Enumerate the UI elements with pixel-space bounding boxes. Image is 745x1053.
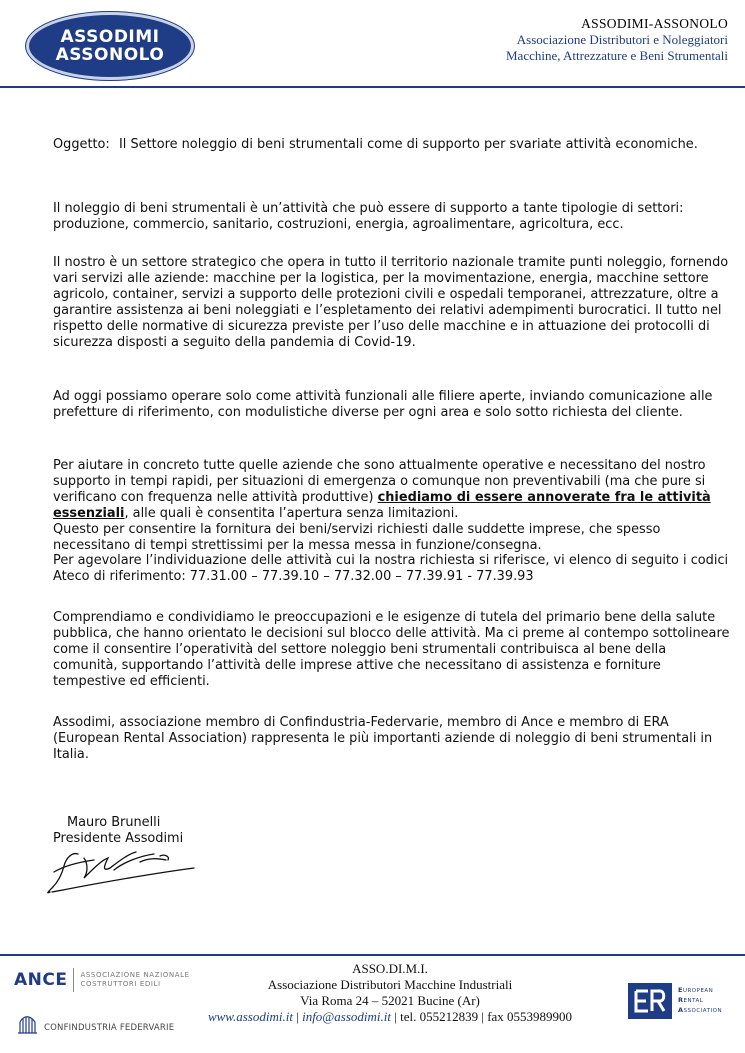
paragraph-3: [53, 389, 733, 421]
era-line-european: EUROPEAN: [678, 986, 714, 994]
paragraph-6: [53, 715, 733, 763]
signer-title: Presidente Assodimi: [53, 830, 184, 846]
confindustria-label: CONFINDUSTRIA FEDERVARIE: [44, 1023, 175, 1033]
subject-text: Il Settore noleggio di beni strumentali come di supporto per svariate attività economiche.: [119, 137, 698, 152]
footer-website-link[interactable]: www.assodimi.it: [207, 1009, 293, 1024]
footer-fax: fax 0553989900: [487, 1009, 573, 1024]
paragraph-2: [53, 255, 733, 350]
footer-phone: tel. 055212839: [400, 1009, 479, 1024]
footer-line1: ASSO.DI.M.I.: [352, 961, 428, 976]
paragraph-5: [53, 610, 733, 690]
paragraph-1: [53, 201, 733, 233]
paragraph-5-text: Comprendiamo e condividiamo le preoccupazioni e le esigenze di tutela del primario bene della salute pubblica, che hanno orientato le decisioni sul blocco delle attività. Ma ci preme al contempo sottolineare come il consentire l’operatività del settore noleggio beni strumentali contribuisca al bene della comunità, supportando l’attività delle imprese attive che necessitano di assistenza e forniture tempestive ed efficienti.: [53, 610, 730, 689]
confindustria-emblem-icon: [16, 1013, 38, 1035]
org-desc2: Macchine, Attrezzature e Beni Strumentali: [506, 48, 728, 63]
ance-word: ANCE: [14, 970, 68, 990]
p4-start: Per aiutare in concreto tutte quelle aziende che sono attualmente operative e necessitano del nostro supporto in tempi rapidi, per situazioni di emergenza o comunque non preventivabili (ma che pure si verificano con frequenza nelle attività produttive): [53, 458, 706, 505]
footer-email-link[interactable]: info@assodimi.it: [302, 1009, 391, 1024]
assodimi-logo: [26, 12, 194, 80]
signer-name: Mauro Brunelli: [67, 815, 161, 830]
paragraph-6-text: Assodimi, associazione membro di Confindustria-Federvarie, membro di Ance e membro di ERA (European Rental Association) rappresenta le più importanti aziende di noleggio di beni strumentali in Italia.: [53, 715, 713, 762]
p4-end: , alle quali è consentita l’apertura senza limitazioni.: [124, 505, 459, 521]
footer-line3: Via Roma 24 – 52021 Bucine (Ar): [300, 993, 480, 1008]
header-divider: [0, 86, 745, 88]
logo-line2: ASSONOLO: [55, 45, 165, 65]
footer-divider: [0, 954, 745, 956]
era-line-association: ASSOCIATION: [678, 1006, 723, 1014]
ance-logo: [14, 968, 190, 992]
paragraph-3-text: Ad oggi possiamo operare solo come attività funzionali alle filiere aperte, inviando comunicazione alle prefetture di riferimento, con modulistiche diverse per ogni area e solo sotto richiesta del cliente.: [53, 389, 713, 420]
logo-line1: ASSODIMI: [60, 27, 160, 47]
era-emblem-icon: [628, 983, 672, 1019]
subject-block: [53, 137, 733, 153]
ance-sub2: COSTRUTTORI EDILI: [80, 980, 161, 988]
signature-block: [53, 815, 183, 847]
footer-contacts: www.assodimi.it | info@assodimi.it | tel. 055212839 | fax 0553989900: [207, 1009, 573, 1024]
footer-address: [190, 961, 590, 1025]
paragraph-4-main: [53, 458, 733, 522]
era-line-rental: RENTAL: [678, 996, 704, 1004]
paragraph-4-line2: Questo per consentire la fornitura dei beni/servizi richiesti dalle suddette imprese, che spesso necessitano di tempi strettissimi per la messa messa in funzione/consegna.: [53, 521, 661, 553]
paragraph-2-text: Il nostro è un settore strategico che opera in tutto il territorio nazionale tramite punti noleggio, fornendo vari servizi alle aziende: macchine per la logistica, per la movimentazione, energia, macchine settore agricolo, container, servizi a supporto delle protezioni civili e ospedali temporanei, attrezzature, oltre a garantire assistenza ai beni noleggiati e l’espletamento dei relativi adempimenti burocratici. Il tutto nel rispetto delle normative di sicurezza previste per l’uso delle macchine e in attuazione dei protocolli di sicurezza disposti a seguito della pandemia di Covid-19.: [53, 255, 729, 350]
paragraph-4: [53, 458, 733, 585]
ance-sub1: ASSOCIAZIONE NAZIONALE: [80, 971, 190, 979]
era-logo: [628, 983, 722, 1019]
org-desc1: Associazione Distributori e Noleggiatori: [516, 32, 728, 47]
subject-label: Oggetto:: [53, 137, 110, 152]
paragraph-1-text: Il noleggio di beni strumentali è un’attività che può essere di supporto a tante tipologie di settori: produzione, commercio, sanitario, costruzioni, energia, agroalimentare, agricoltura, ecc.: [53, 201, 684, 232]
paragraph-4-line3: Per agevolare l’individuazione delle attività cui la nostra richiesta si riferisce, vi elenco di seguito i codici Ateco di riferimento: 77.31.00 – 77.39.10 – 77.32.00 – 77.39.91 - 77.39.93: [53, 553, 729, 585]
org-name: ASSODIMI-ASSONOLO: [581, 16, 728, 31]
confindustria-logo: [16, 1013, 174, 1035]
letterhead-org: [506, 16, 728, 64]
p4-emphasis: chiediamo di essere annoverate fra le attività essenziali: [53, 489, 711, 521]
footer-line2: Associazione Distributori Macchine Industriali: [267, 977, 513, 992]
handwritten-signature: [44, 848, 204, 900]
